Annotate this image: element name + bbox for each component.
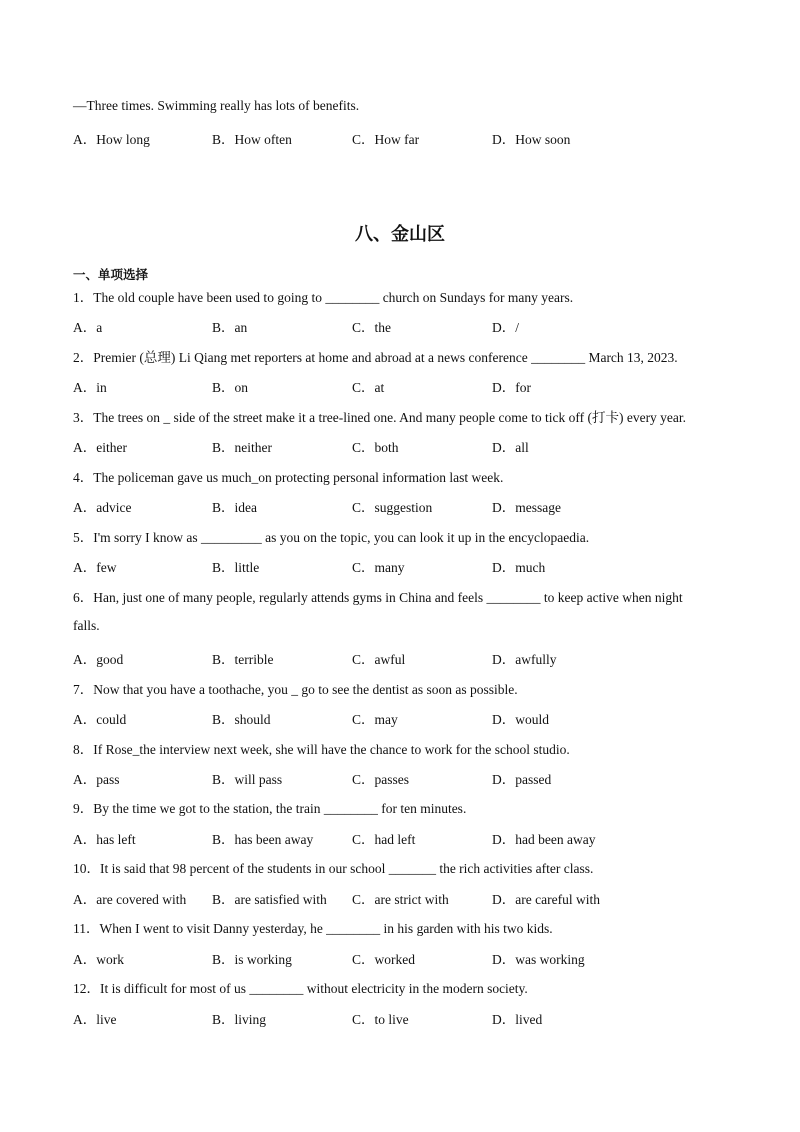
option-c: C．at <box>352 380 385 395</box>
options-row <box>73 316 733 334</box>
options-row <box>73 128 733 146</box>
section-title: 八、金山区 <box>355 224 445 245</box>
option-a: A．has left <box>73 832 136 847</box>
options-row <box>73 376 733 394</box>
question-stem: 4．The policeman gave us much_on protecting personal information last week. <box>73 470 504 485</box>
option-c: C．the <box>352 320 391 335</box>
option-a: A．work <box>73 952 124 967</box>
option-b: B．on <box>212 380 249 395</box>
question-stem: 9．By the time we got to the station, the train ________ for ten minutes. <box>73 801 467 816</box>
options-row <box>73 888 733 906</box>
option-a: A．a <box>73 320 103 335</box>
option-c: C．passes <box>352 772 409 787</box>
option-d: D．awfully <box>492 652 557 667</box>
option-d: D．passed <box>492 772 552 787</box>
option-a: A．few <box>73 560 117 575</box>
option-c: C．had left <box>352 832 416 847</box>
option-b: B．an <box>212 320 248 335</box>
question-stem: 5．I'm sorry I know as _________ as you on the topic, you can look it up in the encyclopaedia. <box>73 530 590 545</box>
question-stem: 2．Premier (总理) Li Qiang met reporters at home and abroad at a news conference ________ March 13, 2023. <box>73 350 678 365</box>
option-c: C．worked <box>352 952 415 967</box>
section-subheading: 一、单项选择 <box>73 267 149 282</box>
option-d: D．lived <box>492 1012 543 1027</box>
option-a: A．could <box>73 712 127 727</box>
question-stem: 3．The trees on _ side of the street make it a tree-lined one. And many people come to tick off (打卡) every year. <box>73 410 687 425</box>
options-row <box>73 1008 733 1026</box>
option-d: D．message <box>492 500 561 515</box>
question-stem: —Three times. Swimming really has lots of benefits. <box>73 98 360 113</box>
option-d: D．are careful with <box>492 892 600 907</box>
option-b: B．neither <box>212 440 272 455</box>
option-b: B．are satisfied with <box>212 892 327 907</box>
option-c: C．awful <box>352 652 406 667</box>
option-d: D．had been away <box>492 832 596 847</box>
option-a: A．pass <box>73 772 120 787</box>
option-b: B．little <box>212 560 260 575</box>
question-stem-continued: falls. <box>73 618 100 633</box>
question-stem: 10．It is said that 98 percent of the students in our school _______ the rich activities after class. <box>73 861 594 876</box>
option-c: C．many <box>352 560 405 575</box>
options-row <box>73 556 733 574</box>
option-b: B．will pass <box>212 772 283 787</box>
options-row <box>73 708 733 726</box>
option-d: D．all <box>492 440 529 455</box>
option-d: D．was working <box>492 952 585 967</box>
option-b: B．terrible <box>212 652 274 667</box>
question-stem: 6．Han, just one of many people, regularly attends gyms in China and feels ________ to keep active when night <box>73 590 683 605</box>
option-b: B．How often <box>212 132 292 147</box>
option-a: A．are covered with <box>73 892 187 907</box>
options-row <box>73 648 733 666</box>
question-stem: 7．Now that you have a toothache, you _ go to see the dentist as soon as possible. <box>73 682 518 697</box>
option-c: C．may <box>352 712 398 727</box>
option-d: D．much <box>492 560 546 575</box>
question-stem: 1．The old couple have been used to going to ________ church on Sundays for many years. <box>73 290 574 305</box>
option-a: A．in <box>73 380 107 395</box>
option-b: B．idea <box>212 500 257 515</box>
question-stem: 12．It is difficult for most of us ________ without electricity in the modern society. <box>73 981 528 996</box>
option-b: B．living <box>212 1012 267 1027</box>
option-d: D．/ <box>492 320 519 335</box>
options-row <box>73 436 733 454</box>
question-stem: 11．When I went to visit Danny yesterday, he ________ in his garden with his two kids. <box>73 921 553 936</box>
option-a: A．live <box>73 1012 117 1027</box>
options-row <box>73 496 733 514</box>
option-d: D．How soon <box>492 132 571 147</box>
option-c: C．both <box>352 440 399 455</box>
options-row <box>73 828 733 846</box>
option-a: A．advice <box>73 500 132 515</box>
option-c: C．are strict with <box>352 892 449 907</box>
options-row <box>73 948 733 966</box>
option-c: C．suggestion <box>352 500 433 515</box>
option-c: C．How far <box>352 132 420 147</box>
option-a: A．either <box>73 440 127 455</box>
option-b: B．should <box>212 712 271 727</box>
question-stem: 8．If Rose_the interview next week, she will have the chance to work for the school studio. <box>73 742 570 757</box>
option-a: A．good <box>73 652 124 667</box>
option-d: D．would <box>492 712 549 727</box>
option-b: B．has been away <box>212 832 314 847</box>
option-c: C．to live <box>352 1012 409 1027</box>
option-b: B．is working <box>212 952 292 967</box>
option-a: A．How long <box>73 132 150 147</box>
options-row <box>73 768 733 786</box>
option-d: D．for <box>492 380 531 395</box>
